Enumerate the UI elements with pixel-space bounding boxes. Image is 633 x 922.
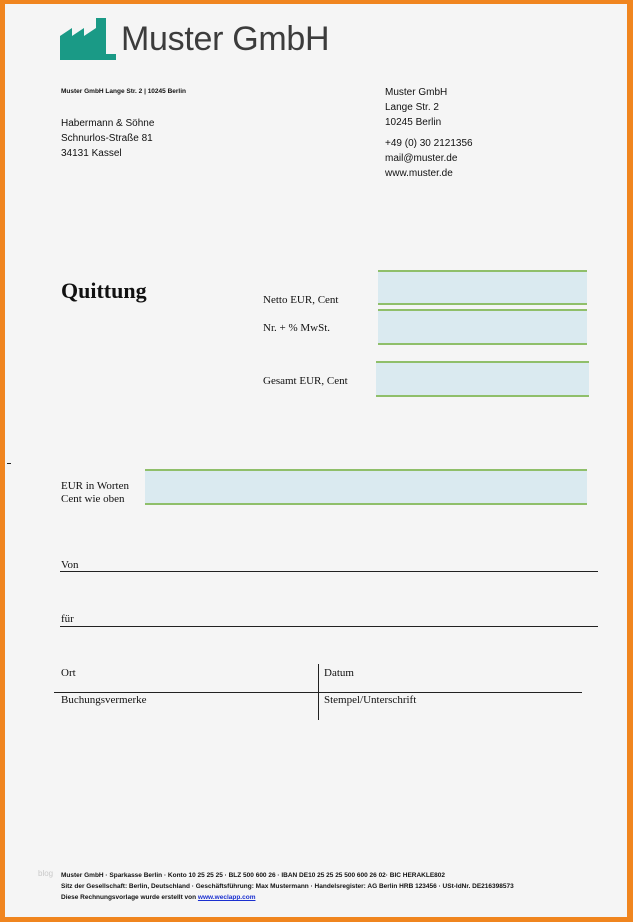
fuer-line[interactable]: [60, 626, 598, 627]
company-street: Lange Str. 2: [385, 102, 439, 113]
recipient-name: Habermann & Söhne: [61, 118, 155, 129]
company-name: Muster GmbH: [385, 87, 448, 98]
grid-line: [54, 692, 582, 693]
ort-label: Ort: [61, 667, 76, 679]
netto-amount-field[interactable]: [378, 270, 587, 305]
footer: [61, 870, 514, 903]
footer-credit-text: Diese Rechnungsvorlage wurde erstellt von: [61, 894, 197, 901]
footer-registry-line: Sitz der Gesellschaft: Berlin, Deutschland · Geschäftsführung: Max Mustermann · Handelsregister: AG Berlin HRB 123456 · USt-IdNr. DE216398573: [61, 883, 514, 890]
recipient-street: Schnurlos-Straße 81: [61, 133, 153, 144]
company-info: [385, 85, 473, 181]
recipient-city: 34131 Kassel: [61, 148, 122, 159]
footer-credit-line: [61, 892, 514, 903]
netto-label: Netto EUR, Cent: [263, 294, 339, 306]
company-city: 10245 Berlin: [385, 117, 442, 128]
gesamt-label: Gesamt EUR, Cent: [263, 375, 348, 387]
von-label: Von: [61, 559, 79, 571]
receipt-title: Quittung: [61, 278, 147, 303]
footer-bank-line: Muster GmbH · Sparkasse Berlin · Konto 10 25 25 25 · BLZ 500 600 26 · IBAN DE10 25 25 25 500 600 26 02· BIC HERAKLE802: [61, 872, 446, 879]
stempel-label: Stempel/Unterschrift: [324, 694, 417, 706]
words-label-eur: EUR in Worten: [61, 480, 129, 492]
mwst-label: Nr. + % MwSt.: [263, 322, 331, 334]
amount-in-words-field[interactable]: [145, 469, 587, 505]
fold-mark: [7, 463, 11, 464]
mwst-amount-field[interactable]: [378, 309, 587, 345]
factory-logo-icon: [60, 18, 116, 60]
company-email: mail@muster.de: [385, 153, 458, 164]
datum-label: Datum: [324, 667, 354, 679]
company-phone: +49 (0) 30 2121356: [385, 138, 473, 149]
gesamt-amount-field[interactable]: [376, 361, 589, 397]
weclapp-link[interactable]: www.weclapp.com: [197, 894, 256, 901]
buchung-label: Buchungsvermerke: [61, 694, 147, 706]
watermark: blog: [38, 869, 54, 878]
company-web: www.muster.de: [385, 168, 453, 179]
receipt-page: [5, 4, 627, 917]
fuer-label: für: [61, 613, 74, 625]
sender-address-line: Muster GmbH Lange Str. 2 | 10245 Berlin: [61, 88, 186, 95]
von-line[interactable]: [60, 571, 598, 572]
recipient-address: [61, 116, 154, 161]
brand-name: Muster GmbH: [121, 20, 330, 58]
words-label-cent: Cent wie oben: [61, 493, 125, 505]
